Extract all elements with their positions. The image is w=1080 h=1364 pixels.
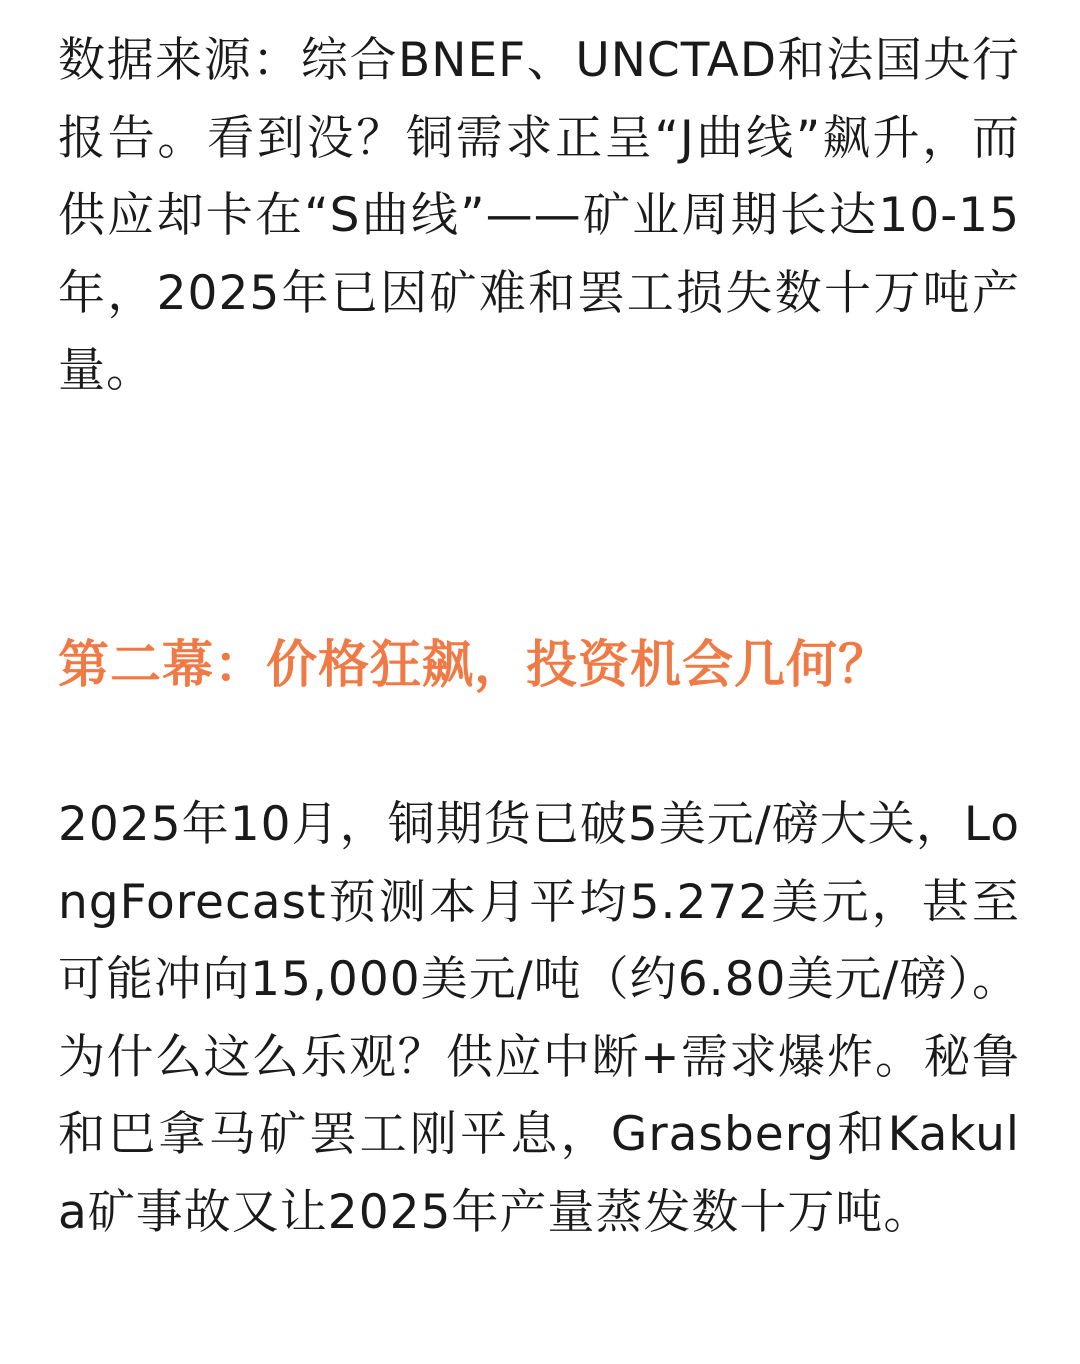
- article-body: [58, 22, 1020, 410]
- paragraph-data-source: 数据来源：综合BNEF、UNCTAD和法国央行报告。看到没？铜需求正呈“J曲线”飙升，而供应却卡在“S曲线”——矿业周期长达10-15年，2025年已因矿难和罢工损失数十万吨产量。: [58, 33, 1020, 398]
- paragraph-price-analysis: 2025年10月，铜期货已破5美元/磅大关，LongForecast预测本月平均5.272美元，甚至可能冲向15,000美元/吨（约6.80美元/磅）。为什么这么乐观？供应中断+需求爆炸。秘鲁和巴拿马矿罢工刚平息，Grasberg和Kakula矿事故又让2025年产量蒸发数十万吨。: [58, 797, 1020, 1240]
- article-section-2: [58, 786, 1020, 1251]
- section-heading: 第二幕：价格狂飙，投资机会几何？: [58, 636, 891, 695]
